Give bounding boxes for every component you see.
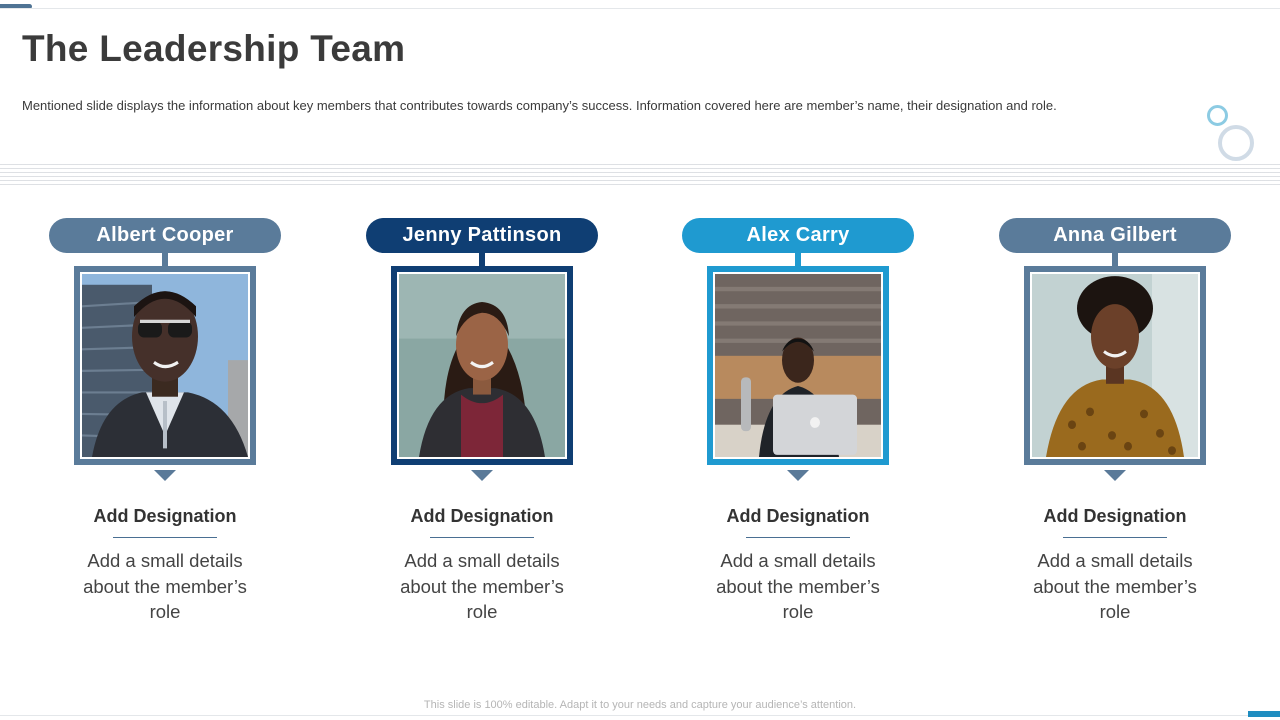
member-details: Add a small details about the member’s role (1033, 550, 1197, 622)
decorative-circle-small (1207, 105, 1228, 126)
member-photo-anna-gilbert (1030, 272, 1200, 459)
member-card-anna-gilbert (999, 218, 1231, 638)
bottom-divider (0, 715, 1280, 716)
designation-underline (746, 537, 850, 538)
member-designation: Add Designation (93, 506, 237, 526)
pill-connector (1112, 253, 1118, 267)
photo-frame (74, 266, 256, 465)
member-card-alex-carry (682, 218, 914, 638)
member-name-pill: Albert Cooper (49, 218, 281, 253)
decorative-circle-large (1218, 125, 1254, 161)
member-name-pill: Anna Gilbert (999, 218, 1231, 253)
member-name-pill: Jenny Pattinson (366, 218, 598, 253)
top-divider (0, 8, 1280, 9)
slide-title: The Leadership Team (22, 28, 406, 69)
member-designation: Add Designation (1043, 506, 1187, 526)
member-card-albert-cooper (49, 218, 281, 638)
bottom-accent-bar (1248, 711, 1280, 717)
down-pointer-icon (1104, 470, 1126, 481)
slide-subtitle: Mentioned slide displays the information about key members that contributes towards company’s success. Information covered here are member’s name, their designation and role. (22, 98, 1057, 113)
photo-frame (707, 266, 889, 465)
down-pointer-icon (787, 470, 809, 481)
down-pointer-icon (471, 470, 493, 481)
photo-frame (391, 266, 573, 465)
pill-connector (162, 253, 168, 267)
slide-footer-note: This slide is 100% editable. Adapt it to your needs and capture your audience’s attention. (423, 699, 857, 711)
pill-connector (479, 253, 485, 267)
member-details: Add a small details about the member’s role (400, 550, 564, 622)
member-designation: Add Designation (726, 506, 870, 526)
member-photo-jenny-pattinson (397, 272, 567, 459)
member-name-pill: Alex Carry (682, 218, 914, 253)
decorative-stripes (0, 164, 1280, 186)
pill-connector (795, 253, 801, 267)
member-card-jenny-pattinson (366, 218, 598, 638)
member-photo-alex-carry (713, 272, 883, 459)
photo-frame (1024, 266, 1206, 465)
designation-underline (1063, 537, 1167, 538)
member-photo-albert-cooper (80, 272, 250, 459)
designation-underline (113, 537, 217, 538)
down-pointer-icon (154, 470, 176, 481)
member-details: Add a small details about the member’s role (83, 550, 247, 622)
member-details: Add a small details about the member’s role (716, 550, 880, 622)
designation-underline (430, 537, 534, 538)
member-designation: Add Designation (410, 506, 554, 526)
